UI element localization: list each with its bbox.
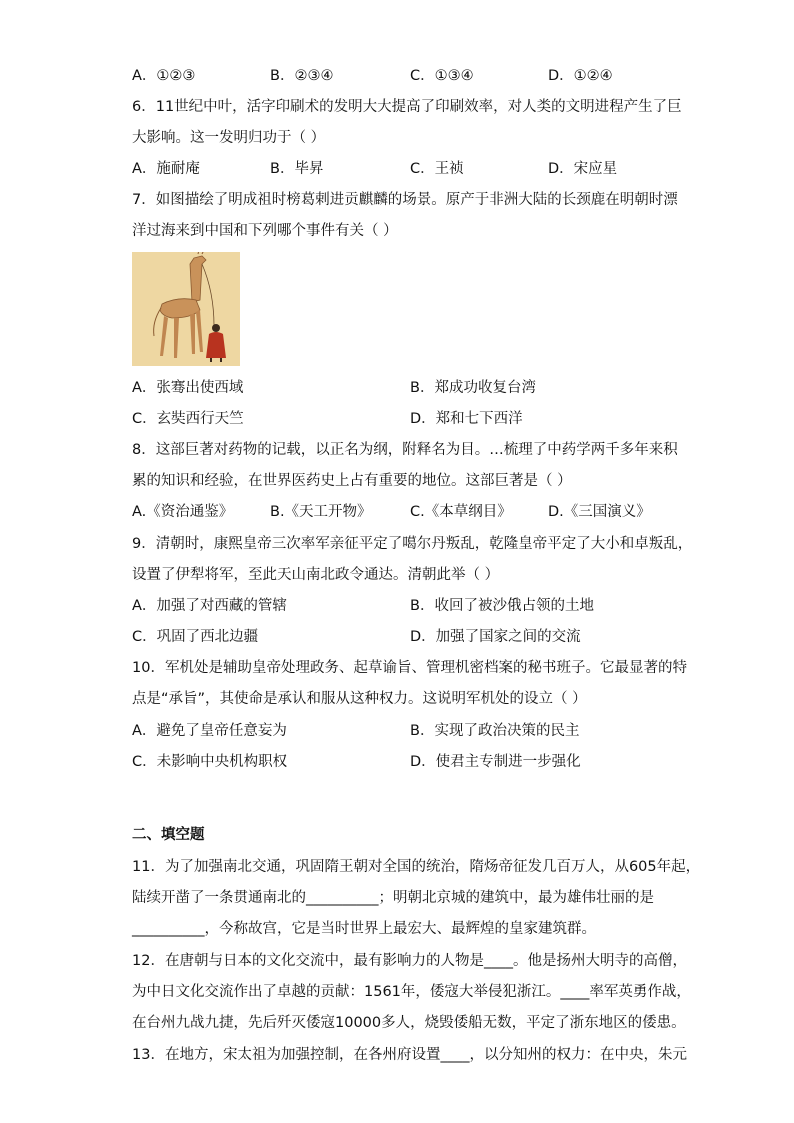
q9-stem-line-2: 设置了伊犁将军，至此天山南北政令通达。清朝此举（ ） [132, 567, 500, 583]
q7-option-c: C．玄奘西行天竺 [132, 411, 244, 427]
giraffe-painting-illustration [132, 252, 240, 366]
q6-option-c: C．王祯 [410, 161, 464, 177]
q8-option-d: D.《三国演义》 [548, 504, 651, 520]
q9-option-b: B．收回了被沙俄占领的土地 [410, 598, 594, 614]
q8-option-c: C.《本草纲目》 [410, 504, 512, 520]
q5-option-d: D．①②④ [548, 68, 613, 84]
q8-stem-line-1: 8．这部巨著对药物的记载，以正名为纲，附释名为目。…梳理了中药学两千多年来积 [132, 442, 678, 458]
giraffe-tribute-painting [132, 252, 240, 366]
section-2-title: 二、填空题 [132, 827, 205, 843]
q6-option-d: D．宋应星 [548, 161, 618, 177]
q6-option-a: A．施耐庵 [132, 161, 200, 177]
q5-option-b: B．②③④ [270, 68, 334, 84]
q8-option-a: A.《资治通鉴》 [132, 504, 234, 520]
q7-option-a: A．张骞出使西域 [132, 380, 244, 396]
q9-stem-line-1: 9．清朝时，康熙皇帝三次率军亲征平定了噶尔丹叛乱，乾隆皇帝平定了大小和卓叛乱， [132, 536, 693, 552]
q10-option-c: C．未影响中央机构职权 [132, 754, 288, 770]
q5-option-c: C．①③④ [410, 68, 474, 84]
q7-stem-line-2: 洋过海来到中国和下列哪个事件有关（ ） [132, 223, 398, 239]
q7-option-d: D．郑和七下西洋 [410, 411, 523, 427]
q8-option-b: B.《天工开物》 [270, 504, 372, 520]
q13-line-1: 13．在地方，宋太祖为加强控制，在各州府设置____，以分知州的权力：在中央，朱元 [132, 1047, 687, 1063]
q10-option-b: B．实现了政治决策的民主 [410, 723, 580, 739]
q8-stem-line-2: 累的知识和经验，在世界医药史上占有重要的地位。这部巨著是（ ） [132, 473, 572, 489]
q6-option-b: B．毕昇 [270, 161, 324, 177]
q12-line-3: 在台州九战九捷，先后歼灭倭寇10000多人，烧毁倭船无数，平定了浙东地区的倭患。 [132, 1015, 686, 1031]
q7-stem-line-1: 7．如图描绘了明成祖时榜葛剌进贡麒麟的场景。原产于非洲大陆的长颈鹿在明朝时漂 [132, 192, 678, 208]
q10-stem-line-1: 10．军机处是辅助皇帝处理政务、起草谕旨、管理机密档案的秘书班子。它最显著的特 [132, 660, 687, 676]
q11-line-2: 陆续开凿了一条贯通南北的__________；明朝北京城的建筑中，最为雄伟壮丽的是 [132, 890, 654, 906]
q12-line-2: 为中日文化交流作出了卓越的贡献：1561年，倭寇大举侵犯浙江。____率军英勇作战， [132, 984, 691, 1000]
q10-stem-line-2: 点是“承旨”，其使命是承认和服从这种权力。这说明军机处的设立（ ） [132, 691, 587, 707]
q11-line-1: 11．为了加强南北交通，巩固隋王朝对全国的统治，隋炀帝征发几百万人，从605年起， [132, 859, 701, 875]
q9-option-d: D．加强了国家之间的交流 [410, 629, 581, 645]
q11-line-3: __________，今称故宫，它是当时世界上最宏大、最辉煌的皇家建筑群。 [132, 921, 596, 937]
q5-option-a: A．①②③ [132, 68, 196, 84]
q9-option-a: A．加强了对西藏的管辖 [132, 598, 287, 614]
q10-option-a: A．避免了皇帝任意妄为 [132, 723, 287, 739]
q9-option-c: C．巩固了西北边疆 [132, 629, 259, 645]
q12-line-1: 12．在唐朝与日本的文化交流中，最有影响力的人物是____。他是扬州大明寺的高僧， [132, 953, 687, 969]
q7-option-b: B．郑成功收复台湾 [410, 380, 536, 396]
q6-stem-line-1: 6．11世纪中叶，活字印刷术的发明大大提高了印刷效率，对人类的文明进程产生了巨 [132, 99, 682, 115]
q10-option-d: D．使君主专制进一步强化 [410, 754, 581, 770]
q6-stem-line-2: 大影响。这一发明归功于（ ） [132, 130, 326, 146]
